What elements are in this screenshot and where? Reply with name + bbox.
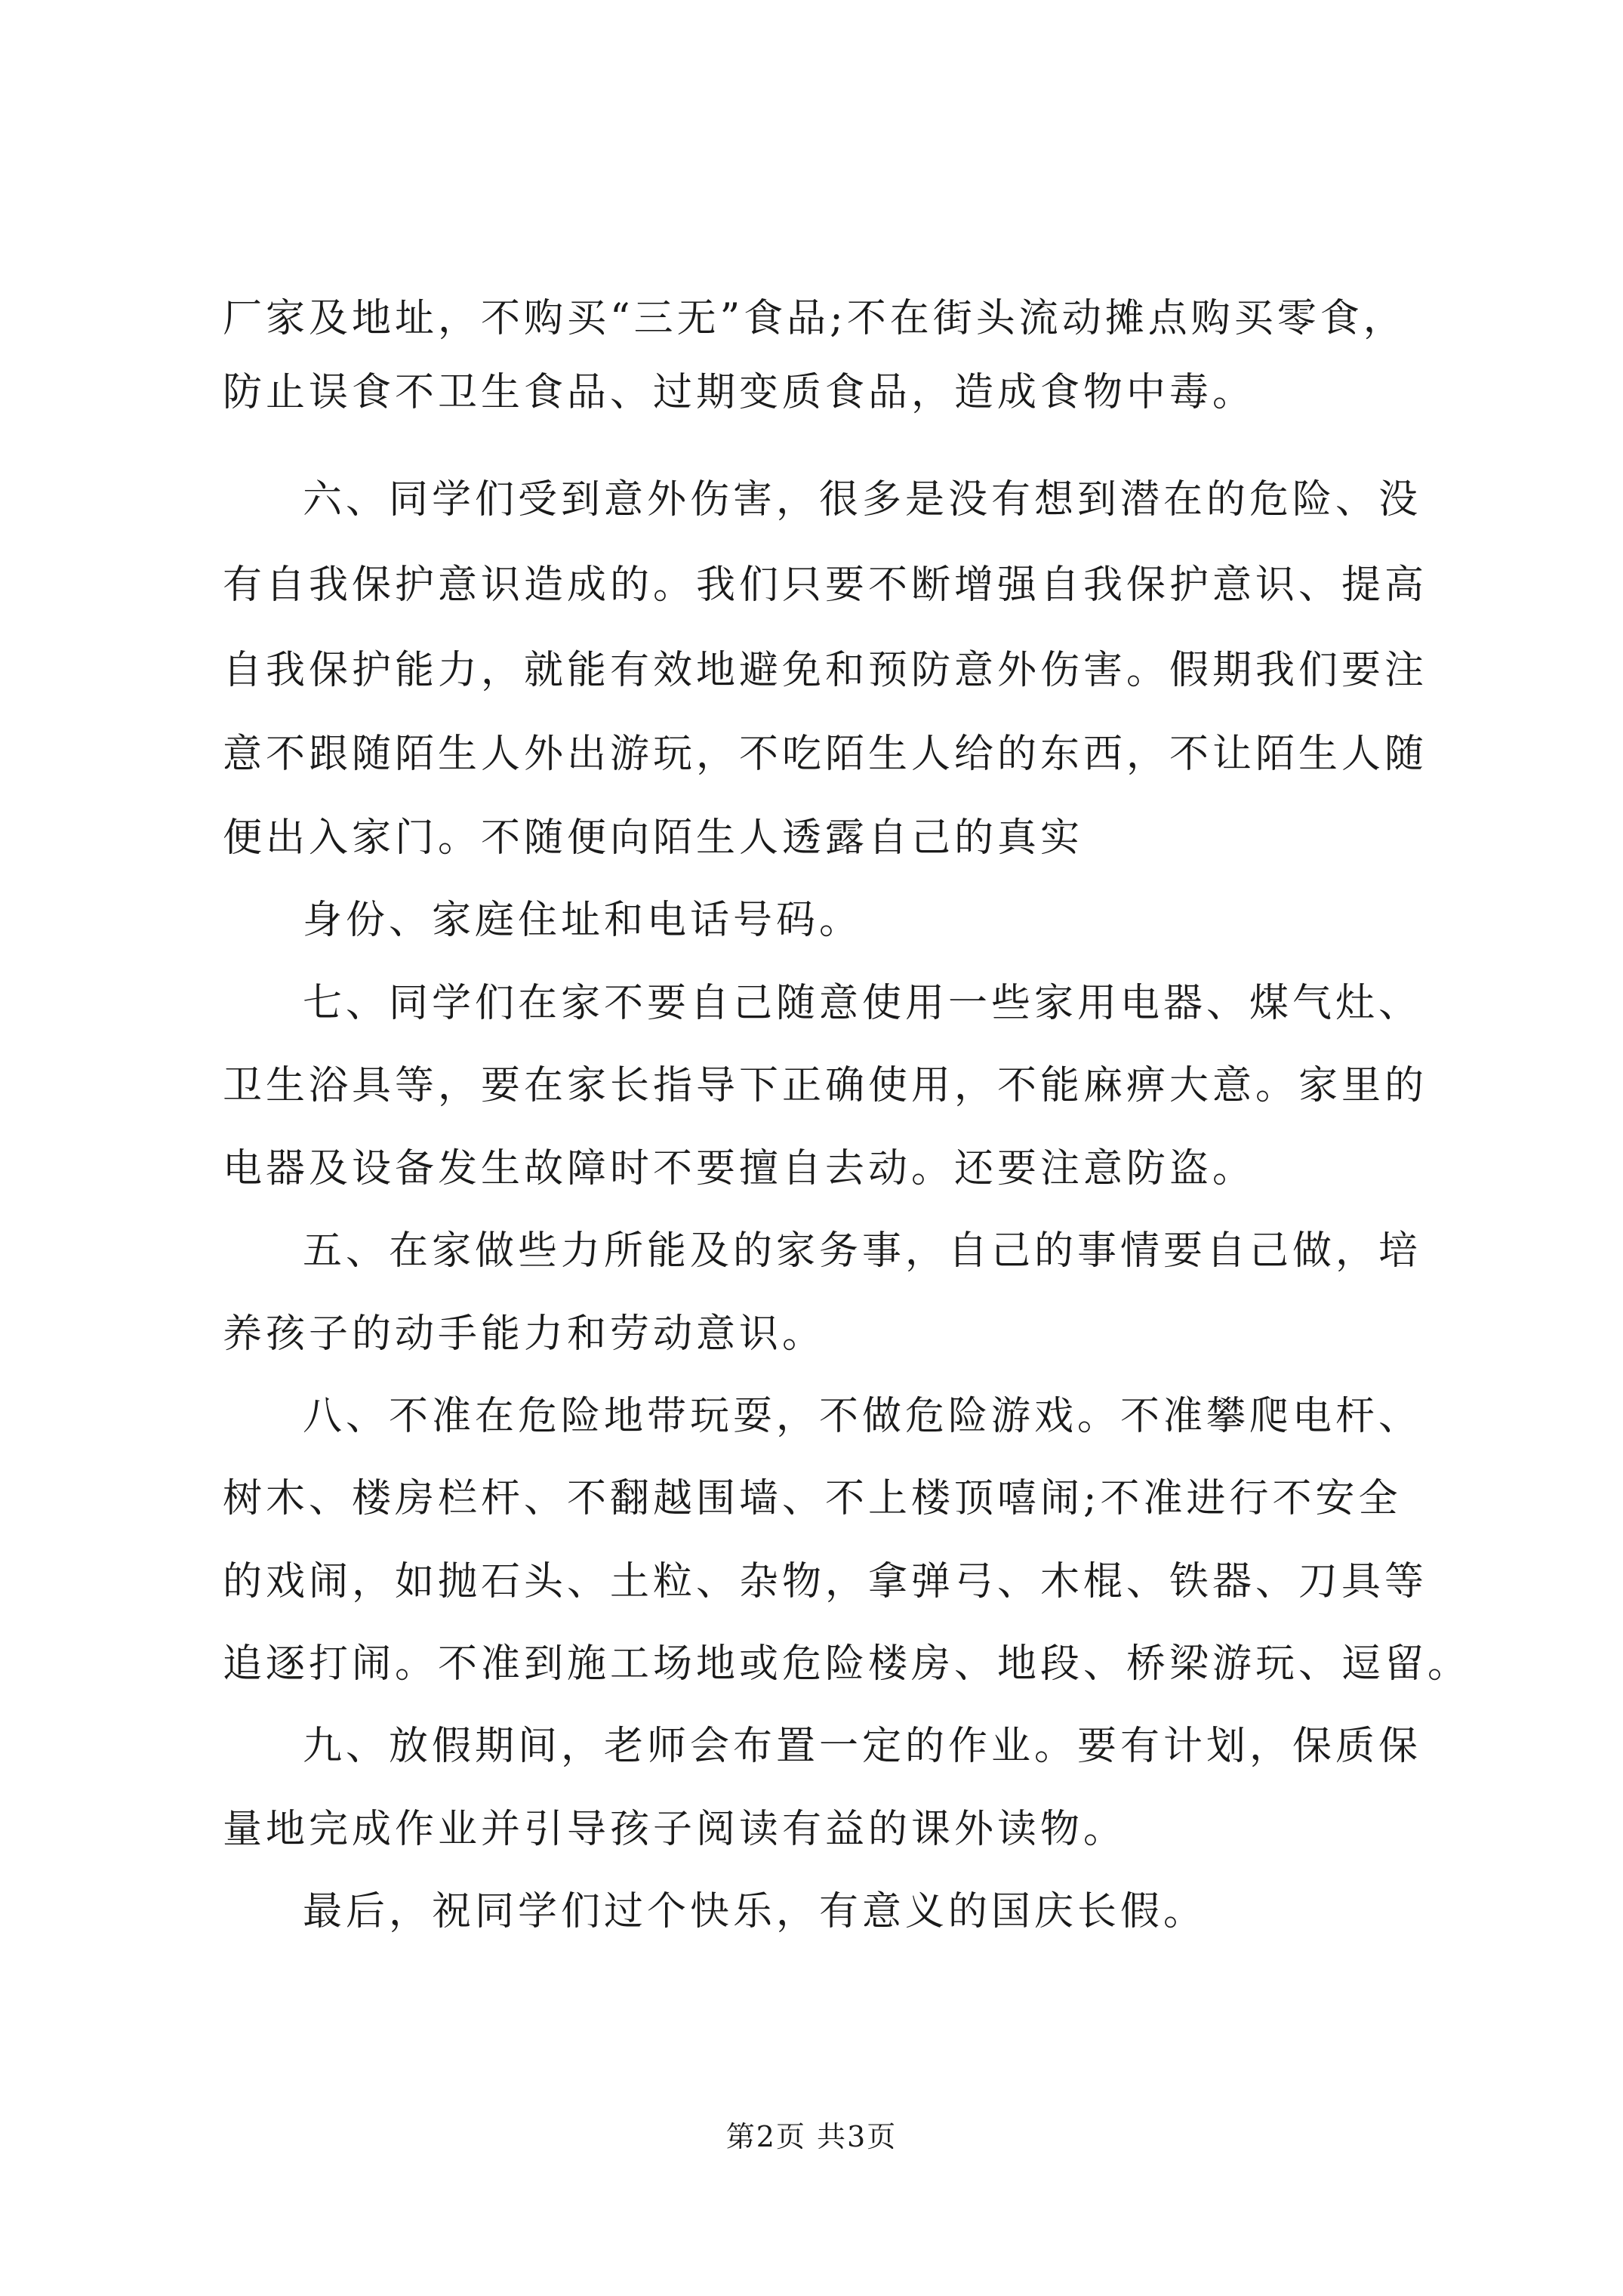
text-line: 有自我保护意识造成的。我们只要不断增强自我保护意识、提高 [223,562,1428,608]
text-line: 电器及设备发生故障时不要擅自去动。还要注意防盗。 [223,1146,1256,1191]
text-line: 追逐打闹。不准到施工场地或危险楼房、地段、桥梁游玩、逗留。 [223,1641,1471,1687]
text-line: 六、同学们受到意外伤害，很多是没有想到潜在的危险、没 [303,477,1422,522]
text-line: 最后，祝同学们过个快乐，有意义的国庆长假。 [303,1889,1207,1934]
page-footer: 第2页 共3页 [725,2120,898,2153]
text-line: 自我保护能力，就能有效地避免和预防意外伤害。假期我们要注 [223,648,1428,693]
text-line: 量地完成作业并引导孩子阅读有益的课外读物。 [223,1807,1127,1852]
text-line: 五、在家做些力所能及的家务事，自己的事情要自己做，培 [303,1228,1422,1274]
text-line: 养孩子的动手能力和劳动意识。 [223,1311,826,1357]
text-line: 八、不准在危险地带玩耍，不做危险游戏。不准攀爬电杆、 [303,1394,1422,1439]
text-line: 九、放假期间，老师会布置一定的作业。要有计划，保质保 [303,1724,1422,1769]
text-line: 的戏闹，如抛石头、土粒、杂物，拿弹弓、木棍、铁器、刀具等 [223,1559,1428,1604]
text-line: 七、同学们在家不要自己随意使用一些家用电器、煤气灶、 [303,981,1422,1026]
text-line: 树木、楼房栏杆、不翻越围墙、不上楼顶嘻闹;不准进行不安全 [223,1476,1402,1521]
text-line: 意不跟随陌生人外出游玩，不吃陌生人给的东西，不让陌生人随 [223,732,1428,777]
text-line: 卫生浴具等，要在家长指导下正确使用，不能麻痹大意。家里的 [223,1063,1428,1108]
text-line: 便出入家门。不随便向陌生人透露自己的真实 [223,815,1084,861]
text-line: 防止误食不卫生食品、过期变质食品，造成食物中毒。 [223,370,1256,415]
text-line: 厂家及地址，不购买“三无”食品;不在街头流动摊点购买零食， [223,296,1406,341]
text-line: 身份、家庭住址和电话号码。 [303,898,863,943]
